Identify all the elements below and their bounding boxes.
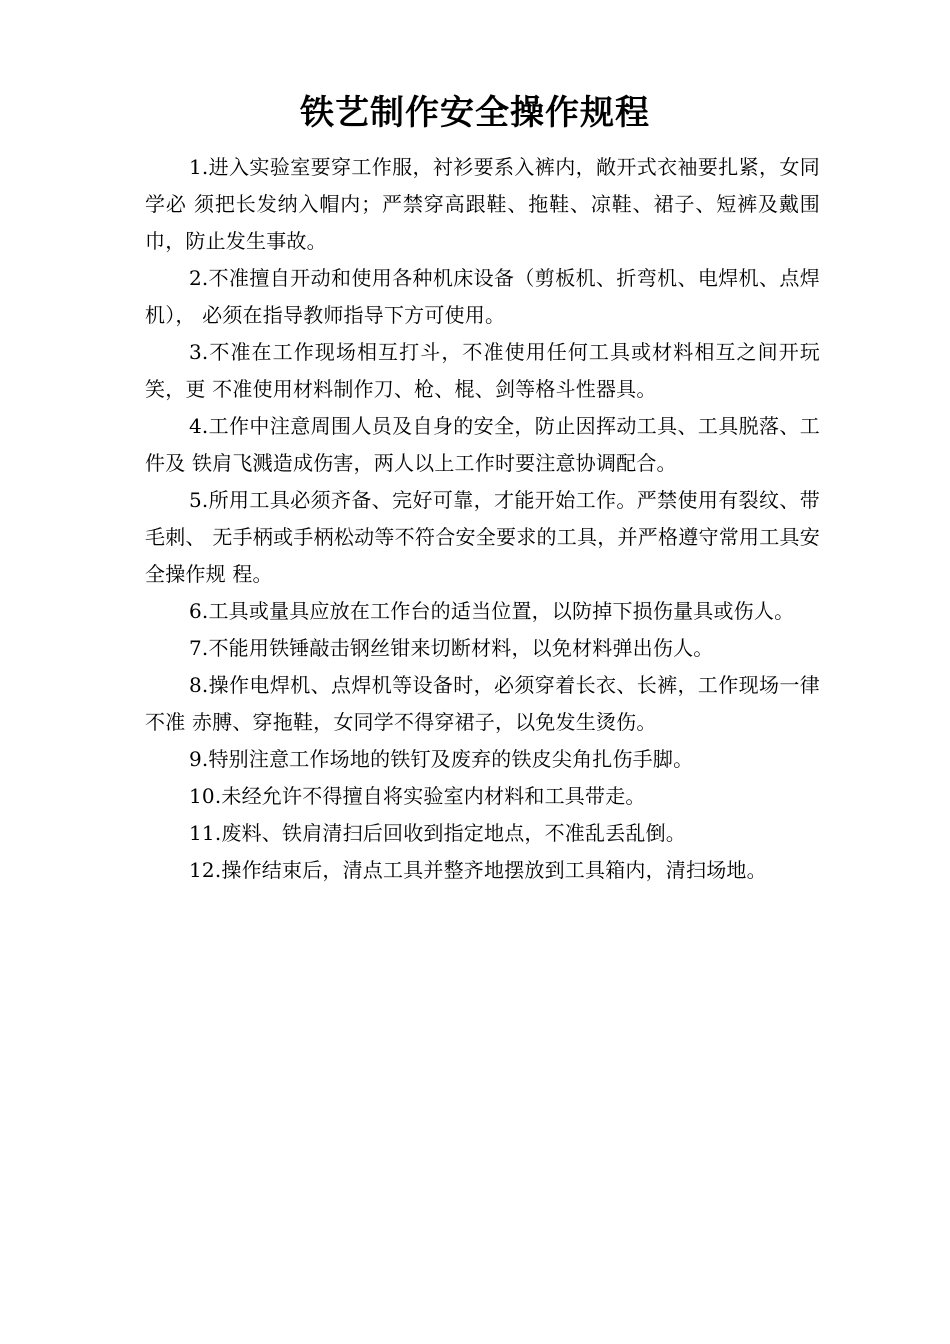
rule-item-7: 7.不能用铁锤敲击钢丝钳来切断材料，以免材料弹出伤人。 bbox=[189, 636, 714, 660]
rule-item-8: 8.操作电焊机、点焊机等设备时，必须穿着长衣、长裤，工作现场一律不准 赤膊、穿拖鞋，女同学不得穿裙子，以免发生烫伤。 bbox=[145, 673, 820, 734]
rule-item-3: 3.不准在工作现场相互打斗，不准使用任何工具或材料相互之间开玩笑，更 不准使用材料制作刀、枪、棍、剑等格斗性器具。 bbox=[145, 340, 820, 401]
rule-item-4: 4.工作中注意周围人员及自身的安全，防止因挥动工具、工具脱落、工件及 铁肩飞溅造成伤害，两人以上工作时要注意协调配合。 bbox=[145, 414, 820, 475]
rule-item-10: 10.未经允许不得擅自将实验室内材料和工具带走。 bbox=[189, 784, 646, 808]
document-title: 铁艺制作安全操作规程 bbox=[300, 93, 650, 133]
rules-list bbox=[145, 149, 820, 889]
rule-item-1: 1.进入实验室要穿工作服，衬衫要系入裤内，敞开式衣袖要扎紧，女同学必 须把长发纳入帽内；严禁穿高跟鞋、拖鞋、凉鞋、裙子、短裤及戴围巾，防止发生事故。 bbox=[145, 155, 820, 253]
rule-item-9: 9.特别注意工作场地的铁钉及废弃的铁皮尖角扎伤手脚。 bbox=[189, 747, 694, 771]
rule-item-6: 6.工具或量具应放在工作台的适当位置，以防掉下损伤量具或伤人。 bbox=[189, 599, 795, 623]
rule-item-12: 12.操作结束后，清点工具并整齐地摆放到工具箱内，清扫场地。 bbox=[189, 858, 767, 882]
rule-item-5: 5.所用工具必须齐备、完好可靠，才能开始工作。严禁使用有裂纹、带毛刺、 无手柄或手柄松动等不符合安全要求的工具，并严格遵守常用工具安全操作规 程。 bbox=[145, 488, 820, 586]
rule-item-2: 2.不准擅自开动和使用各种机床设备（剪板机、折弯机、电焊机、点焊机）， 必须在指导教师指导下方可使用。 bbox=[145, 266, 820, 327]
rule-item-11: 11.废料、铁肩清扫后回收到指定地点，不准乱丢乱倒。 bbox=[189, 821, 687, 845]
